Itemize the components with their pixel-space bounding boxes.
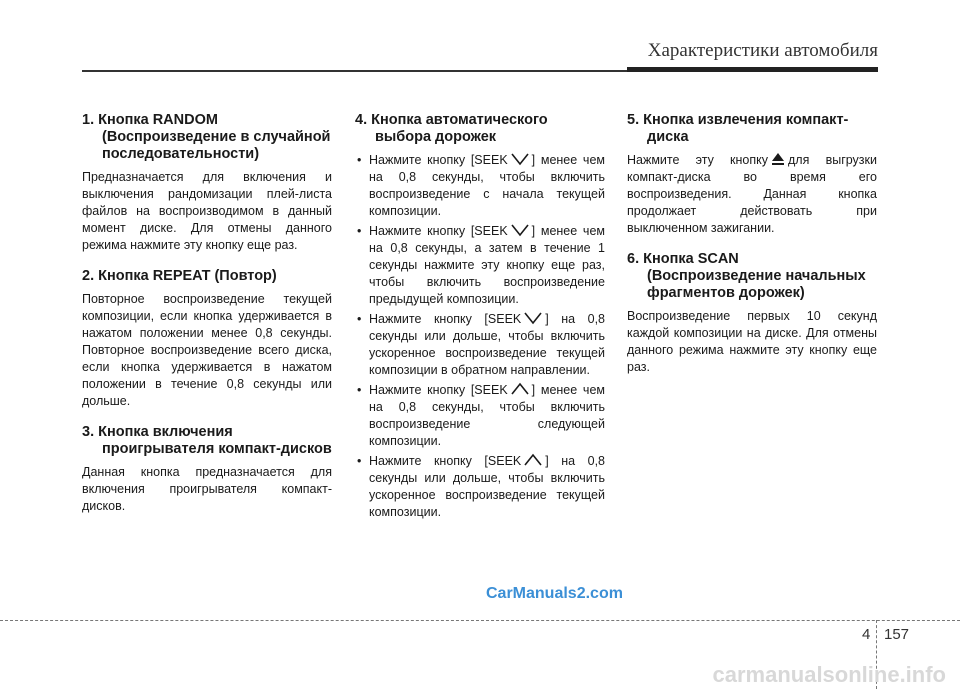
section-repeat-title: 2. Кнопка REPEAT (Повтор) (82, 268, 277, 284)
section-repeat-text: Повторное воспроизведение текущей композиции, если кнопка удерживается в нажатом положении менее 0,8 секунды. Повторное воспроизведение всего диска, если кнопка удерживается в нажатом положении в течение 0,8 секунды или дольше. (82, 292, 332, 408)
section-random-text: Предназначается для включения и выключения рандомизации плей-листа файлов на воспроизводимом в данный момент диске. Для отмены данного режима нажмите эту кнопку еще раз. (82, 170, 332, 252)
eject-icon (771, 152, 785, 166)
section-random-title: 1. Кнопка RANDOM (Воспроизведение в случайной последовательности) (82, 112, 331, 162)
section-cd-title: 3. Кнопка включения проигрывателя компакт-дисков (82, 424, 332, 457)
footer-watermark: carmanualsonline.info (712, 662, 946, 687)
page-number: 157 (884, 626, 910, 643)
list-item: • Нажмите кнопку [SEEK ] менее чем на 0,8 секунды, чтобы включить воспроизведение следующей композиции. (357, 383, 605, 448)
list-item: • Нажмите кнопку [SEEK ] на 0,8 секунды или дольше, чтобы включить ускоренное воспроизведение текущей композиции в обратном направлении. (357, 312, 605, 377)
list-item: • Нажмите кнопку [SEEK ] на 0,8 секунды или дольше, чтобы включить ускоренное воспроизведение текущей композиции. (357, 454, 605, 519)
page-header-title: Характеристики автомобиля (647, 40, 878, 61)
seek-list (355, 152, 605, 521)
list-item: • Нажмите кнопку [SEEK ] менее чем на 0,8 секунды, чтобы включить воспроизведение с начала текущей композиции. (357, 153, 605, 218)
section-cd-text: Данная кнопка предназначается для включения проигрывателя компакт-дисков. (82, 465, 332, 513)
footer-rule (0, 620, 960, 621)
chapter-number: 4 (862, 626, 871, 643)
section-eject-title: 5. Кнопка извлечения компакт-диска (627, 112, 849, 145)
header-rule-accent (627, 67, 878, 72)
chevron-down-icon (510, 152, 530, 166)
section-seek-title: 4. Кнопка автоматического выбора дорожек (355, 112, 548, 145)
column-2 (355, 112, 605, 524)
column-3 (627, 112, 877, 390)
watermark-logo: CarManuals2.com (486, 585, 623, 602)
section-scan-title: 6. Кнопка SCAN (Воспроизведение начальных фрагментов дорожек) (627, 251, 866, 301)
chevron-up-icon (510, 382, 530, 396)
list-item: • Нажмите кнопку [SEEK ] менее чем на 0,8 секунды, а затем в течение 1 секунды нажмите эту кнопку еще раз, чтобы включить воспроизведение предыдущей композиции. (357, 224, 605, 306)
section-eject-text: Нажмите эту кнопку для выгрузки компакт-диска во время его воспроизведения. Данная кнопка продолжает действовать при выключенном зажигании. (627, 153, 877, 235)
chevron-up-icon (523, 453, 543, 467)
column-1 (82, 112, 332, 529)
chevron-down-icon (510, 223, 530, 237)
chevron-down-icon (523, 311, 543, 325)
section-scan-text: Воспроизведение первых 10 секунд каждой композиции на диске. Для отмены данного режима нажмите эту кнопку еще раз. (627, 309, 877, 374)
